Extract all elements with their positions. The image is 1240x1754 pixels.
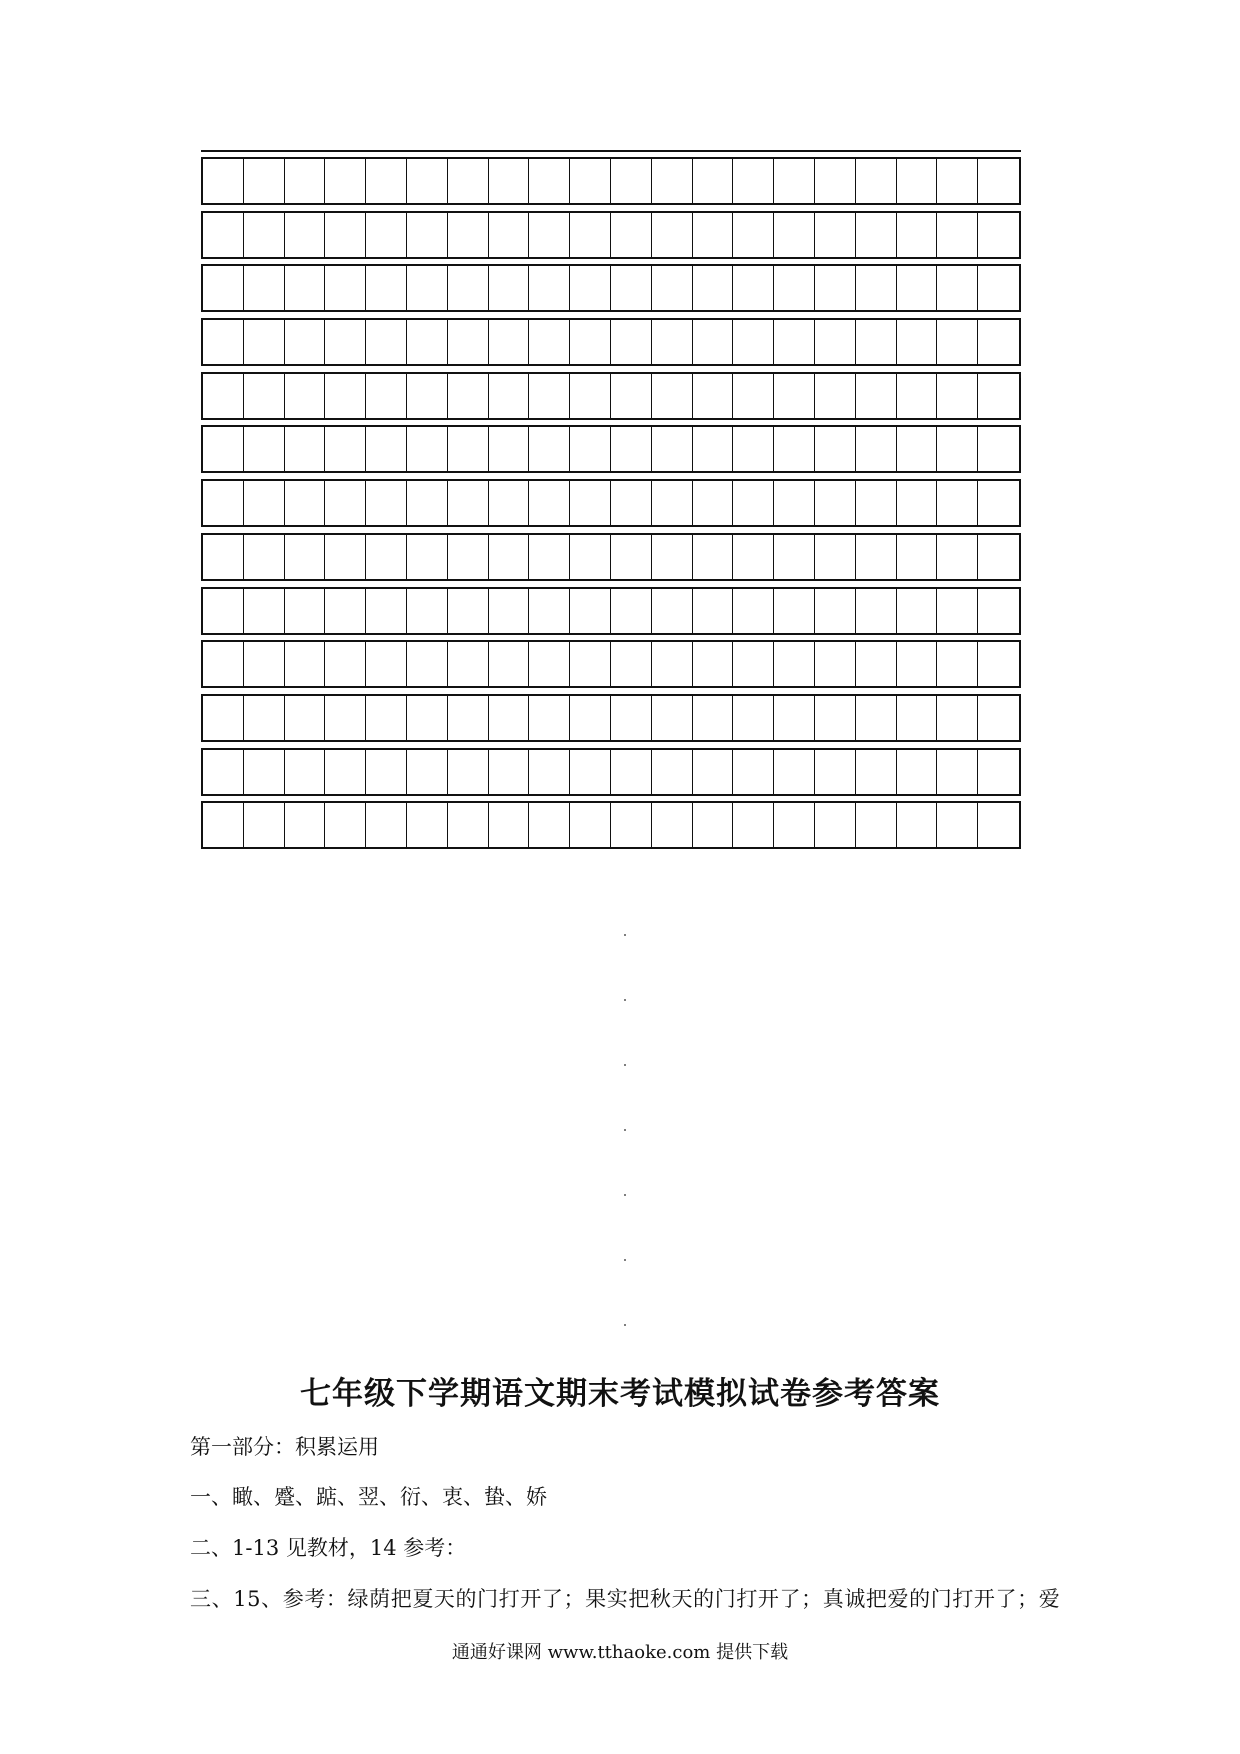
grid-cell [693, 803, 734, 847]
grid-cell [774, 696, 815, 740]
grid-cell [652, 696, 693, 740]
grid-cell [937, 374, 978, 418]
grid-cell [448, 696, 489, 740]
grid-cell [529, 642, 570, 686]
grid-cell [203, 481, 244, 525]
grid-cell [652, 159, 693, 203]
grid-cell [570, 374, 611, 418]
grid-cell [366, 481, 407, 525]
grid-cell [856, 803, 897, 847]
grid-cell [897, 266, 938, 310]
grid-cell [978, 535, 1019, 579]
grid-cell [489, 696, 530, 740]
grid-cell [611, 320, 652, 364]
grid-cell [774, 320, 815, 364]
grid-cell [529, 213, 570, 257]
grid-cell [815, 750, 856, 794]
grid-cell [203, 427, 244, 471]
grid-cell [815, 803, 856, 847]
grid-cell [693, 266, 734, 310]
grid-cell [897, 427, 938, 471]
grid-cell [937, 427, 978, 471]
grid-cell [285, 642, 326, 686]
grid-cell [325, 374, 366, 418]
grid-cell [448, 481, 489, 525]
answer-item-3: 三、15、参考：绿荫把夏天的门打开了；果实把秋天的门打开了；真诚把爱的门打开了；爱 [190, 1587, 1061, 1611]
grid-cell [774, 159, 815, 203]
grid-cell [611, 589, 652, 633]
grid-cell [529, 750, 570, 794]
grid-cell [366, 266, 407, 310]
grid-cell [529, 696, 570, 740]
grid-row [201, 640, 1021, 688]
grid-cell [489, 481, 530, 525]
grid-cell [937, 803, 978, 847]
divider-dot [624, 1064, 626, 1066]
grid-cell [366, 642, 407, 686]
grid-row [201, 533, 1021, 581]
grid-cell [489, 642, 530, 686]
grid-cell [815, 159, 856, 203]
grid-cell [325, 750, 366, 794]
grid-cell [570, 320, 611, 364]
grid-cell [611, 535, 652, 579]
grid-cell [937, 696, 978, 740]
grid-row [201, 318, 1021, 366]
grid-cell [978, 481, 1019, 525]
grid-cell [366, 320, 407, 364]
grid-cell [570, 427, 611, 471]
grid-cell [733, 374, 774, 418]
answer-key-title: 七年级下学期语文期末考试模拟试卷参考答案 [300, 1376, 940, 1412]
grid-cell [611, 803, 652, 847]
grid-cell [203, 589, 244, 633]
grid-cell [815, 481, 856, 525]
grid-cell [611, 159, 652, 203]
grid-cell [244, 696, 285, 740]
grid-cell [856, 589, 897, 633]
grid-cell [815, 427, 856, 471]
grid-cell [407, 696, 448, 740]
grid-cell [325, 320, 366, 364]
grid-cell [611, 427, 652, 471]
grid-cell [366, 374, 407, 418]
grid-cell [652, 374, 693, 418]
grid-cell [244, 535, 285, 579]
grid-cell [693, 535, 734, 579]
grid-cell [407, 320, 448, 364]
grid-cell [244, 642, 285, 686]
grid-cell [897, 803, 938, 847]
grid-cell [366, 535, 407, 579]
grid-cell [733, 642, 774, 686]
grid-cell [366, 159, 407, 203]
grid-cell [203, 320, 244, 364]
grid-cell [611, 266, 652, 310]
grid-cell [897, 642, 938, 686]
grid-cell [325, 642, 366, 686]
grid-cell [978, 213, 1019, 257]
grid-cell [203, 535, 244, 579]
grid-cell [244, 320, 285, 364]
grid-cell [897, 213, 938, 257]
grid-cell [815, 374, 856, 418]
grid-cell [244, 374, 285, 418]
grid-cell [652, 266, 693, 310]
divider-dot [624, 999, 626, 1001]
grid-cell [652, 213, 693, 257]
grid-cell [285, 589, 326, 633]
divider-dot [624, 934, 626, 936]
grid-cell [448, 320, 489, 364]
grid-cell [693, 642, 734, 686]
grid-cell [897, 696, 938, 740]
grid-cell [652, 750, 693, 794]
grid-cell [366, 589, 407, 633]
grid-cell [448, 750, 489, 794]
grid-cell [529, 427, 570, 471]
grid-cell [815, 213, 856, 257]
grid-cell [937, 320, 978, 364]
grid-cell [733, 589, 774, 633]
grid-cell [570, 266, 611, 310]
grid-cell [448, 159, 489, 203]
grid-cell [203, 750, 244, 794]
grid-cell [285, 320, 326, 364]
grid-cell [693, 159, 734, 203]
grid-cell [203, 159, 244, 203]
grid-cell [774, 213, 815, 257]
grid-cell [856, 750, 897, 794]
grid-cell [652, 803, 693, 847]
grid-cell [325, 535, 366, 579]
grid-cell [529, 266, 570, 310]
grid-cell [978, 642, 1019, 686]
grid-cell [815, 320, 856, 364]
grid-cell [203, 696, 244, 740]
grid-cell [244, 750, 285, 794]
grid-cell [897, 374, 938, 418]
grid-cell [407, 750, 448, 794]
grid-cell [366, 213, 407, 257]
grid-row [201, 425, 1021, 473]
grid-cell [244, 481, 285, 525]
grid-cell [733, 266, 774, 310]
grid-cell [448, 535, 489, 579]
grid-cell [856, 481, 897, 525]
divider-dot [624, 1129, 626, 1131]
grid-cell [325, 159, 366, 203]
grid-cell [203, 374, 244, 418]
grid-row [201, 694, 1021, 742]
grid-cell [448, 642, 489, 686]
grid-cell [815, 642, 856, 686]
grid-cell [774, 481, 815, 525]
grid-cell [489, 589, 530, 633]
grid-cell [978, 159, 1019, 203]
grid-cell [774, 642, 815, 686]
grid-cell [897, 320, 938, 364]
grid-cell [244, 427, 285, 471]
grid-cell [693, 750, 734, 794]
grid-cell [774, 374, 815, 418]
grid-cell [489, 159, 530, 203]
grid-cell [366, 750, 407, 794]
grid-cell [285, 696, 326, 740]
grid-cell [325, 427, 366, 471]
grid-cell [937, 159, 978, 203]
grid-cell [937, 535, 978, 579]
grid-cell [407, 374, 448, 418]
grid-cell [611, 213, 652, 257]
grid-cell [325, 266, 366, 310]
grid-cell [489, 320, 530, 364]
grid-cell [489, 266, 530, 310]
grid-cell [897, 750, 938, 794]
grid-cell [774, 803, 815, 847]
grid-row [201, 372, 1021, 420]
grid-cell [856, 266, 897, 310]
grid-cell [815, 266, 856, 310]
grid-cell [448, 589, 489, 633]
grid-cell [285, 159, 326, 203]
grid-cell [285, 266, 326, 310]
grid-cell [978, 696, 1019, 740]
grid-cell [203, 213, 244, 257]
grid-cell [693, 696, 734, 740]
grid-cell [693, 589, 734, 633]
grid-cell [285, 481, 326, 525]
grid-cell [366, 803, 407, 847]
grid-cell [448, 803, 489, 847]
grid-top-rule [201, 150, 1021, 152]
grid-cell [856, 427, 897, 471]
grid-row [201, 211, 1021, 259]
grid-cell [937, 589, 978, 633]
grid-cell [570, 642, 611, 686]
grid-cell [285, 535, 326, 579]
grid-cell [570, 535, 611, 579]
grid-cell [325, 213, 366, 257]
grid-cell [733, 213, 774, 257]
grid-cell [774, 750, 815, 794]
grid-cell [978, 589, 1019, 633]
grid-cell [733, 320, 774, 364]
grid-cell [733, 750, 774, 794]
grid-cell [856, 320, 897, 364]
grid-cell [407, 803, 448, 847]
grid-cell [407, 481, 448, 525]
grid-row [201, 264, 1021, 312]
grid-cell [366, 427, 407, 471]
grid-cell [856, 213, 897, 257]
grid-cell [652, 535, 693, 579]
grid-cell [733, 535, 774, 579]
grid-cell [937, 642, 978, 686]
grid-cell [897, 589, 938, 633]
grid-cell [489, 535, 530, 579]
grid-cell [652, 642, 693, 686]
grid-cell [978, 374, 1019, 418]
grid-cell [978, 750, 1019, 794]
grid-cell [856, 374, 897, 418]
grid-cell [448, 213, 489, 257]
grid-cell [733, 159, 774, 203]
grid-cell [244, 803, 285, 847]
grid-cell [489, 750, 530, 794]
grid-cell [448, 266, 489, 310]
grid-cell [285, 750, 326, 794]
grid-cell [978, 266, 1019, 310]
grid-cell [489, 427, 530, 471]
grid-cell [937, 750, 978, 794]
grid-cell [856, 696, 897, 740]
answer-item-1: 一、瞰、蹙、踮、翌、衍、衷、蛰、娇 [190, 1485, 547, 1509]
grid-cell [285, 427, 326, 471]
grid-cell [937, 266, 978, 310]
grid-cell [693, 320, 734, 364]
grid-cell [733, 696, 774, 740]
grid-row [201, 479, 1021, 527]
grid-cell [733, 481, 774, 525]
grid-row [201, 587, 1021, 635]
grid-cell [815, 696, 856, 740]
grid-cell [815, 589, 856, 633]
grid-cell [529, 374, 570, 418]
divider-dot [624, 1259, 626, 1261]
grid-cell [407, 642, 448, 686]
grid-cell [611, 750, 652, 794]
grid-cell [407, 535, 448, 579]
grid-cell [978, 803, 1019, 847]
grid-cell [407, 427, 448, 471]
grid-cell [570, 481, 611, 525]
grid-cell [937, 213, 978, 257]
grid-cell [570, 213, 611, 257]
grid-cell [244, 266, 285, 310]
grid-cell [611, 374, 652, 418]
grid-cell [244, 213, 285, 257]
grid-cell [529, 803, 570, 847]
grid-cell [570, 750, 611, 794]
grid-cell [407, 266, 448, 310]
grid-cell [652, 481, 693, 525]
grid-cell [407, 589, 448, 633]
grid-cell [325, 481, 366, 525]
page-footer: 通通好课网 www.tthaoke.com 提供下载 [451, 1642, 789, 1663]
grid-cell [285, 374, 326, 418]
grid-cell [652, 320, 693, 364]
grid-cell [856, 535, 897, 579]
composition-writing-grid [201, 157, 1021, 855]
grid-cell [733, 803, 774, 847]
grid-cell [570, 803, 611, 847]
grid-cell [203, 803, 244, 847]
grid-cell [856, 642, 897, 686]
answer-item-2: 二、1-13 见教材，14 参考： [190, 1536, 467, 1560]
grid-row [201, 157, 1021, 205]
grid-cell [529, 535, 570, 579]
grid-cell [529, 159, 570, 203]
grid-cell [448, 374, 489, 418]
grid-cell [489, 803, 530, 847]
grid-cell [774, 427, 815, 471]
grid-cell [897, 535, 938, 579]
grid-cell [244, 159, 285, 203]
grid-cell [407, 159, 448, 203]
grid-cell [652, 427, 693, 471]
grid-cell [489, 213, 530, 257]
grid-cell [611, 696, 652, 740]
grid-cell [325, 589, 366, 633]
grid-cell [285, 803, 326, 847]
grid-cell [570, 159, 611, 203]
grid-row [201, 748, 1021, 796]
grid-cell [529, 320, 570, 364]
grid-cell [693, 374, 734, 418]
grid-cell [611, 481, 652, 525]
grid-cell [570, 589, 611, 633]
grid-cell [529, 589, 570, 633]
grid-cell [325, 696, 366, 740]
grid-cell [774, 589, 815, 633]
grid-cell [978, 320, 1019, 364]
grid-cell [366, 696, 407, 740]
divider-dot [624, 1324, 626, 1326]
grid-cell [733, 427, 774, 471]
grid-cell [611, 642, 652, 686]
grid-cell [203, 266, 244, 310]
grid-cell [693, 481, 734, 525]
grid-cell [325, 803, 366, 847]
grid-cell [489, 374, 530, 418]
grid-cell [448, 427, 489, 471]
grid-cell [774, 535, 815, 579]
divider-dot [624, 1194, 626, 1196]
grid-cell [815, 535, 856, 579]
grid-cell [897, 481, 938, 525]
section-divider-dots [624, 934, 626, 1389]
grid-cell [693, 213, 734, 257]
grid-cell [652, 589, 693, 633]
grid-cell [285, 213, 326, 257]
grid-cell [529, 481, 570, 525]
grid-cell [203, 642, 244, 686]
grid-cell [570, 696, 611, 740]
grid-cell [407, 213, 448, 257]
grid-cell [774, 266, 815, 310]
grid-cell [978, 427, 1019, 471]
answer-section-heading: 第一部分：积累运用 [190, 1435, 379, 1459]
grid-cell [937, 481, 978, 525]
grid-cell [856, 159, 897, 203]
grid-cell [244, 589, 285, 633]
grid-cell [897, 159, 938, 203]
grid-cell [693, 427, 734, 471]
grid-row [201, 801, 1021, 849]
